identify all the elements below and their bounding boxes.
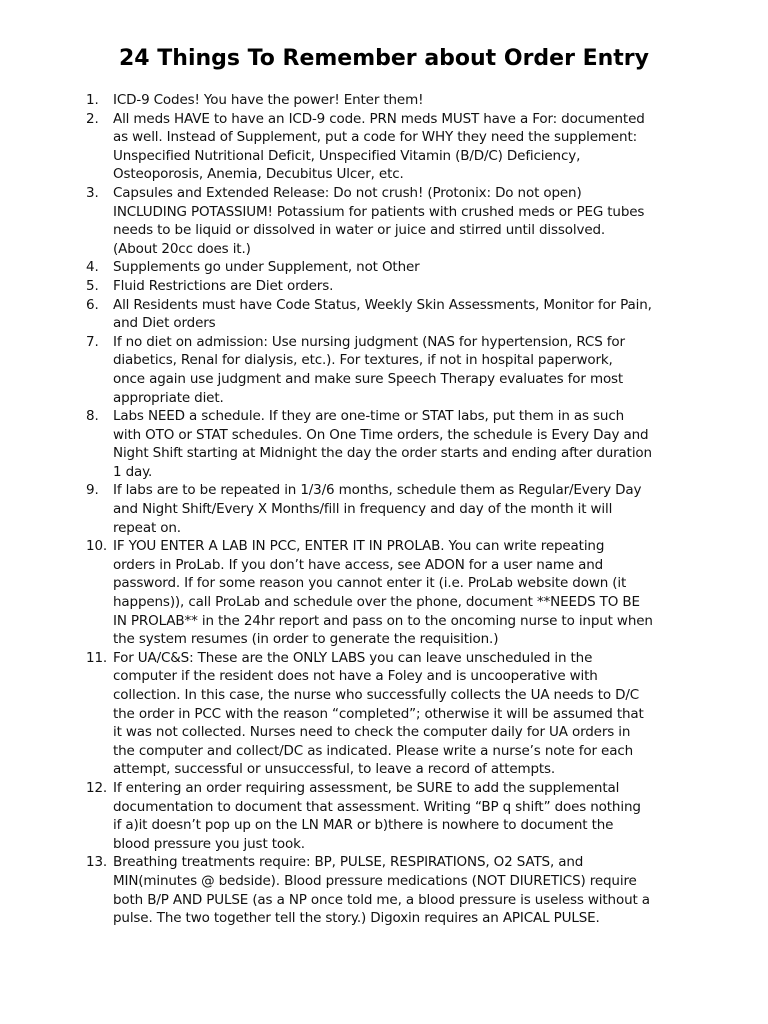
list-item-text-line: If labs are to be repeated in 1/3/6 months, schedule them as Regular/Every Day — [113, 482, 642, 499]
list-item-number: 10. — [86, 538, 108, 555]
list-item-text-line: and Diet orders — [113, 315, 216, 332]
list-item-text-line: Fluid Restrictions are Diet orders. — [113, 277, 334, 294]
list-item-text-line: diabetics, Renal for dialysis, etc.). For textures, if not in hospital paperwork, — [113, 352, 613, 369]
list-item-text-line: Unspecified Nutritional Deficit, Unspecified Vitamin (B/D/C) Deficiency, — [113, 147, 581, 164]
list-item-text-line: INCLUDING POTASSIUM! Potassium for patients with crushed meds or PEG tubes — [113, 203, 645, 220]
list-item-number: 6. — [86, 296, 99, 313]
list-item — [86, 481, 686, 537]
list-item — [86, 407, 686, 481]
list-item-text-line: Night Shift starting at Midnight the day the order starts and ending after duration — [113, 445, 652, 462]
list-item-text-line: happens)), call ProLab and schedule over the phone, document **NEEDS TO BE — [113, 594, 640, 611]
list-item-text-line: Breathing treatments require: BP, PULSE, RESPIRATIONS, O2 SATS, and — [113, 854, 584, 871]
list-item-number: 3. — [86, 184, 99, 201]
list-item-number: 12. — [86, 779, 108, 796]
list-item-text-line: attempt, successful or unsuccessful, to leave a record of attempts. — [113, 761, 556, 778]
list-item-text-line: if a)it doesn’t pop up on the LN MAR or b)there is nowhere to document the — [113, 817, 614, 834]
list-item — [86, 537, 686, 649]
document-title: 24 Things To Remember about Order Entry — [119, 46, 649, 71]
list-item-number: 8. — [86, 408, 99, 425]
list-item-text-line: Capsules and Extended Release: Do not crush! (Protonix: Do not open) — [113, 184, 582, 201]
list-item-text-line: repeat on. — [113, 519, 181, 536]
list-item-text-line: orders in ProLab. If you don’t have access, see ADON for a user name and — [113, 556, 604, 573]
list-item — [86, 296, 686, 333]
list-item — [86, 779, 686, 853]
list-item-text-line: blood pressure you just took. — [113, 835, 305, 852]
list-item-number: 4. — [86, 259, 99, 276]
list-item-text-line: (About 20cc does it.) — [113, 240, 251, 257]
list-item — [86, 184, 686, 258]
list-item-text-line: needs to be liquid or dissolved in water or juice and stirred until dissolved. — [113, 222, 606, 239]
list-item-text-line: All Residents must have Code Status, Weekly Skin Assessments, Monitor for Pain, — [113, 296, 652, 313]
list-item-text-line: computer if the resident does not have a Foley and is uncooperative with — [113, 668, 598, 685]
list-item-text-line: IF YOU ENTER A LAB IN PCC, ENTER IT IN PROLAB. You can write repeating — [113, 538, 605, 555]
list-item-number: 1. — [86, 92, 99, 108]
list-item — [86, 277, 686, 296]
list-item-number: 7. — [86, 333, 99, 350]
list-item — [86, 91, 686, 110]
list-item-text-line: both B/P AND PULSE (as a NP once told me, a blood pressure is useless without a — [113, 891, 650, 908]
list-item-text-line: the order in PCC with the reason “completed”; otherwise it will be assumed that — [113, 705, 644, 722]
list-item-text-line: If entering an order requiring assessment, be SURE to add the supplemental — [113, 779, 620, 796]
list-item — [86, 258, 686, 277]
list-item-text-line: password. If for some reason you cannot enter it (i.e. ProLab website down (it — [113, 575, 627, 592]
list-item-number: 13. — [86, 854, 108, 871]
list-item-text-line: ICD-9 Codes! You have the power! Enter them! — [113, 92, 424, 108]
list-item — [86, 333, 686, 407]
list-item-text-line: documentation to document that assessment. Writing “BP q shift” does nothing — [113, 798, 641, 815]
list-item-number: 11. — [86, 649, 108, 666]
list-item-text-line: All meds HAVE to have an ICD-9 code. PRN meds MUST have a For: documented — [113, 110, 645, 127]
list-item-text-line: MIN(minutes @ bedside). Blood pressure medications (NOT DIURETICS) require — [113, 872, 637, 889]
list-item-text-line: 1 day. — [113, 463, 153, 480]
list-item-text-line: appropriate diet. — [113, 389, 224, 406]
numbered-list — [86, 91, 686, 928]
list-item-number: 5. — [86, 277, 99, 294]
list-item-text-line: as well. Instead of Supplement, put a code for WHY they need the supplement: — [113, 129, 638, 146]
list-item-text-line: once again use judgment and make sure Speech Therapy evaluates for most — [113, 370, 624, 387]
list-item-text-line: collection. In this case, the nurse who successfully collects the UA needs to D/C — [113, 687, 640, 703]
list-item-text-line: the computer and collect/DC as indicated. Please write a nurse’s note for each — [113, 742, 634, 759]
list-item-text-line: with OTO or STAT schedules. On One Time orders, the schedule is Every Day and — [113, 426, 649, 443]
list-item-text-line: If no diet on admission: Use nursing judgment (NAS for hypertension, RCS for — [113, 333, 625, 350]
list-item — [86, 110, 686, 184]
list-item-text-line: it was not collected. Nurses need to check the computer daily for UA orders in — [113, 724, 631, 741]
list-item-text-line: Osteoporosis, Anemia, Decubitus Ulcer, etc. — [113, 166, 404, 183]
list-item-text-line: and Night Shift/Every X Months/fill in frequency and day of the month it will — [113, 501, 613, 518]
list-item-text-line: IN PROLAB** in the 24hr report and pass on to the oncoming nurse to input when — [113, 612, 653, 629]
list-item-number: 2. — [86, 110, 99, 127]
list-item-text-line: the system resumes (in order to generate the requisition.) — [113, 631, 499, 648]
list-item — [86, 649, 686, 779]
list-item-text-line: Labs NEED a schedule. If they are one-time or STAT labs, put them in as such — [113, 408, 625, 425]
list-item-number: 9. — [86, 482, 99, 499]
list-item-text-line: pulse. The two together tell the story.) Digoxin requires an APICAL PULSE. — [113, 910, 600, 927]
list-item-text-line: For UA/C&S: These are the ONLY LABS you can leave unscheduled in the — [113, 649, 593, 666]
list-item — [86, 853, 686, 927]
list-item-text-line: Supplements go under Supplement, not Other — [113, 259, 420, 276]
